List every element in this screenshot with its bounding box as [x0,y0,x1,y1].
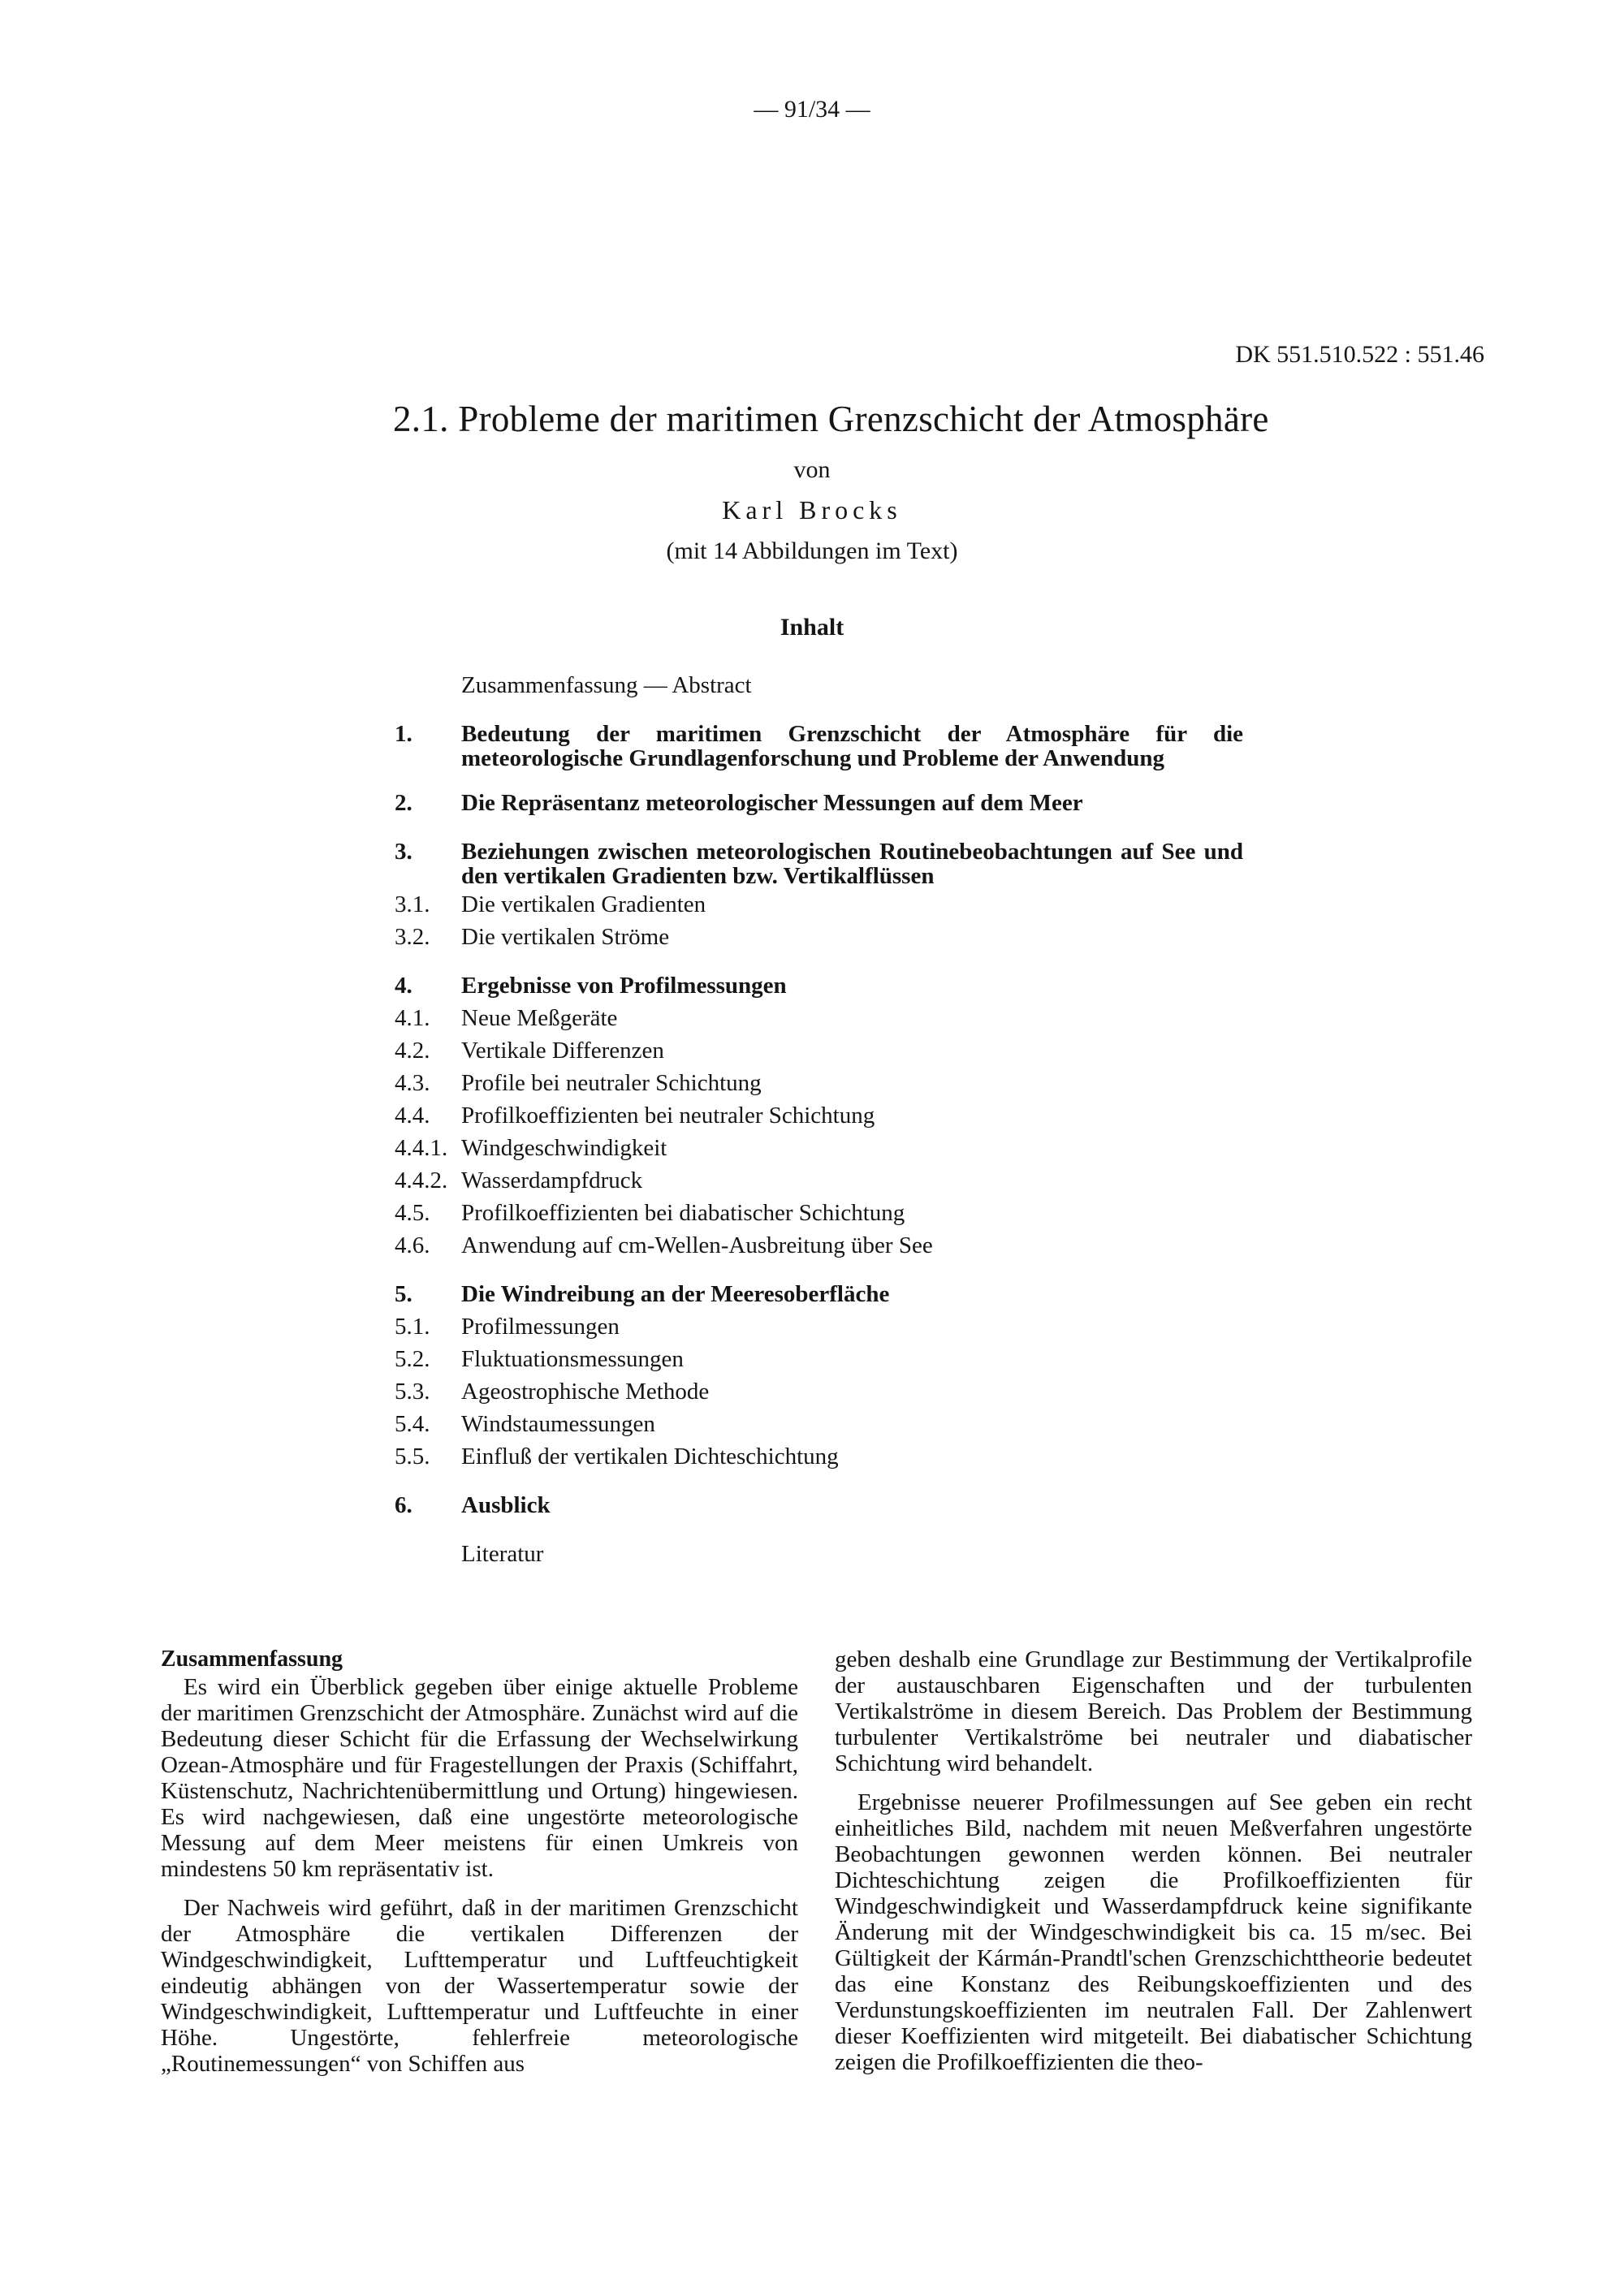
toc-entry [395,1375,1243,1408]
toc-entry-number: 3. [395,839,412,865]
author-name: Karl Brocks [722,495,902,524]
toc-entry-number: 1. [395,721,412,747]
summary-column-left [161,1646,798,2077]
page-number: — 91/34 — [754,96,870,123]
toc-entry [395,1197,1243,1229]
toc-entry [395,1489,1243,1521]
toc-entry [395,888,1243,921]
toc-entry-number: 5. [395,1281,412,1307]
toc-entry [395,921,1243,953]
udc-classification: DK 551.510.522 : 551.46 [1235,341,1484,368]
toc-entry-number: 4.6. [395,1232,430,1258]
toc-entry-number: 5.2. [395,1346,430,1372]
toc-entry [395,1229,1243,1262]
summary-column-right [835,1646,1472,2075]
toc-entry-text: Einfluß der vertikalen Dichteschichtung [461,1444,839,1470]
toc-entry-text: Die Repräsentanz meteorologischer Messungen auf dem Meer [461,790,1083,816]
toc-entry-number: 4.2. [395,1038,430,1064]
toc-entry-text: Profile bei neutraler Schichtung [461,1070,762,1096]
toc-entry-text: Neue Meßgeräte [461,1005,618,1031]
toc-entry [395,1164,1243,1197]
toc-entry [395,1099,1243,1132]
toc-entry [395,787,1243,819]
toc-entry-text: Bedeutung der maritimen Grenzschicht der Atmosphäre für die meteorologische Grundlagenforschung und Probleme der Anwendung [461,721,1243,771]
toc-entry-text: Fluktuationsmessungen [461,1346,684,1372]
toc-entry [395,1440,1243,1473]
toc-entry-number: 4.1. [395,1005,430,1031]
toc-entry-number: 2. [395,790,412,816]
toc-entry [395,1067,1243,1099]
toc-entry-text: Ageostrophische Methode [461,1379,710,1405]
toc-entry-text: Vertikale Differenzen [461,1038,664,1064]
toc-entry-text: Profilkoeffizienten bei diabatischer Schichtung [461,1200,905,1226]
summary-paragraph: Der Nachweis wird geführt, daß in der maritimen Grenzschicht der Atmosphäre die vertikalen Differenzen der Windgeschwindigkeit, Lufttemperatur und Luftfeuchtigkeit eindeutig abhängen von der Wassertemperatur sowie der Windgeschwindigkeit, Lufttemperatur und Luftfeuchte in einer Höhe. Ungestörte, fehlerfreie meteorologische „Routinemessungen“ von Schiffen aus [161,1895,798,2077]
toc-entry [395,1278,1243,1310]
toc-entry [395,718,1243,770]
toc-entry [395,835,1243,888]
summary-paragraph: Es wird ein Überblick gegeben über einige aktuelle Probleme der maritimen Grenzschicht der Atmosphäre. Zunächst wird auf die Bedeutung dieser Schicht für die Erfassung der Wechselwirkung Ozean-Atmosphäre und für Fragestellungen der Praxis (Schiffahrt, Küstenschutz, Nachrichtenübermittlung und Ortung) hingewiesen. Es wird nachgewiesen, daß eine ungestörte meteorologische Messung auf dem Meer meistens für einen Umkreis von mindestens 50 km repräsentativ ist. [161,1674,798,1882]
byline-von: von [793,456,831,483]
toc-entry-number: 3.1. [395,891,430,917]
toc-entry-text: Ausblick [461,1492,551,1518]
toc-entry-number: 5.5. [395,1444,430,1470]
toc-entry-number: 5.1. [395,1314,430,1340]
summary-paragraph: geben deshalb eine Grundlage zur Bestimmung der Vertikalprofile der austauschbaren Eigenschaften und der turbulenten Vertikalströme in diesem Bereich. Das Problem der Bestimmung turbulenter Vertikalströme bei neutraler und diabatischer Schichtung wird behandelt. [835,1646,1472,1776]
toc-entry-number: 5.3. [395,1379,430,1405]
toc-entry [395,1310,1243,1343]
toc-entry-number [395,669,461,701]
toc-entry [395,1343,1243,1375]
toc-entry-number: 4.4.1. [395,1135,448,1161]
toc-entry [395,1132,1243,1164]
toc-entry [395,1408,1243,1440]
toc-entry-number: 4.4.2. [395,1167,448,1193]
summary-paragraph: Ergebnisse neuerer Profilmessungen auf See geben ein recht einheitliches Bild, nachdem mit neuen Meßverfahren ungestörte Beobachtungen gewonnen werden können. Bei neutraler Dichteschichtung zeigen die Profilkoeffizienten für Windgeschwindigkeit und Wasserdampfdruck keine signifikante Änderung mit der Windgeschwindigkeit bis ca. 15 m/sec. Bei Gültigkeit der Kármán-Prandtl'schen Grenzschichttheorie bedeutet das eine Konstanz des Reibungskoeffizienten und des Verdunstungskoeffizienten im neutralen Fall. Der Zahlenwert dieser Koeffizienten wird mitgeteilt. Bei diabatischer Schichtung zeigen die Profilkoeffizienten die theo- [835,1789,1472,2075]
paper-title: 2.1. Probleme der maritimen Grenzschicht der Atmosphäre [393,399,1269,439]
toc-entry [395,969,1243,1002]
toc-entry-text: Anwendung auf cm-Wellen-Ausbreitung über See [461,1232,933,1258]
toc-entry-number: 4.4. [395,1103,430,1129]
toc-entry-text: Ergebnisse von Profilmessungen [461,973,787,999]
toc-entry-text: Wasserdampfdruck [461,1167,643,1193]
figures-note: (mit 14 Abbildungen im Text) [666,537,958,564]
toc-entry-text: Die Windreibung an der Meeresoberfläche [461,1281,890,1307]
contents-heading: Inhalt [780,614,844,641]
toc-entry [395,1538,1243,1570]
toc-entry-text: Windgeschwindigkeit [461,1135,667,1161]
toc-entry-number [395,1538,461,1570]
toc-entry-number: 5.4. [395,1411,430,1437]
toc-entry-text: Beziehungen zwischen meteorologischen Routinebeobachtungen auf See und den vertikalen Gradienten bzw. Vertikalflüssen [461,839,1243,889]
toc-entry-text: Die vertikalen Gradienten [461,891,706,917]
toc-entry-text: Literatur [461,1541,544,1567]
toc-entry-text: Zusammenfassung — Abstract [461,672,752,698]
toc-entry [395,1002,1243,1034]
toc-entry-number: 4.5. [395,1200,430,1226]
toc-entry-text: Windstaumessungen [461,1411,655,1437]
toc-entry-number: 4.3. [395,1070,430,1096]
toc-entry-text: Profilkoeffizienten bei neutraler Schichtung [461,1103,875,1129]
summary-heading: Zusammenfassung [161,1646,343,1672]
toc-entry [395,1034,1243,1067]
toc-entry-text: Die vertikalen Ströme [461,924,670,950]
toc-entry-number: 6. [395,1492,412,1518]
toc-entry-number: 3.2. [395,924,430,950]
toc-entry [395,669,1243,701]
toc-entry-text: Profilmessungen [461,1314,620,1340]
toc-entry-number: 4. [395,973,412,999]
table-of-contents [395,669,1243,1570]
